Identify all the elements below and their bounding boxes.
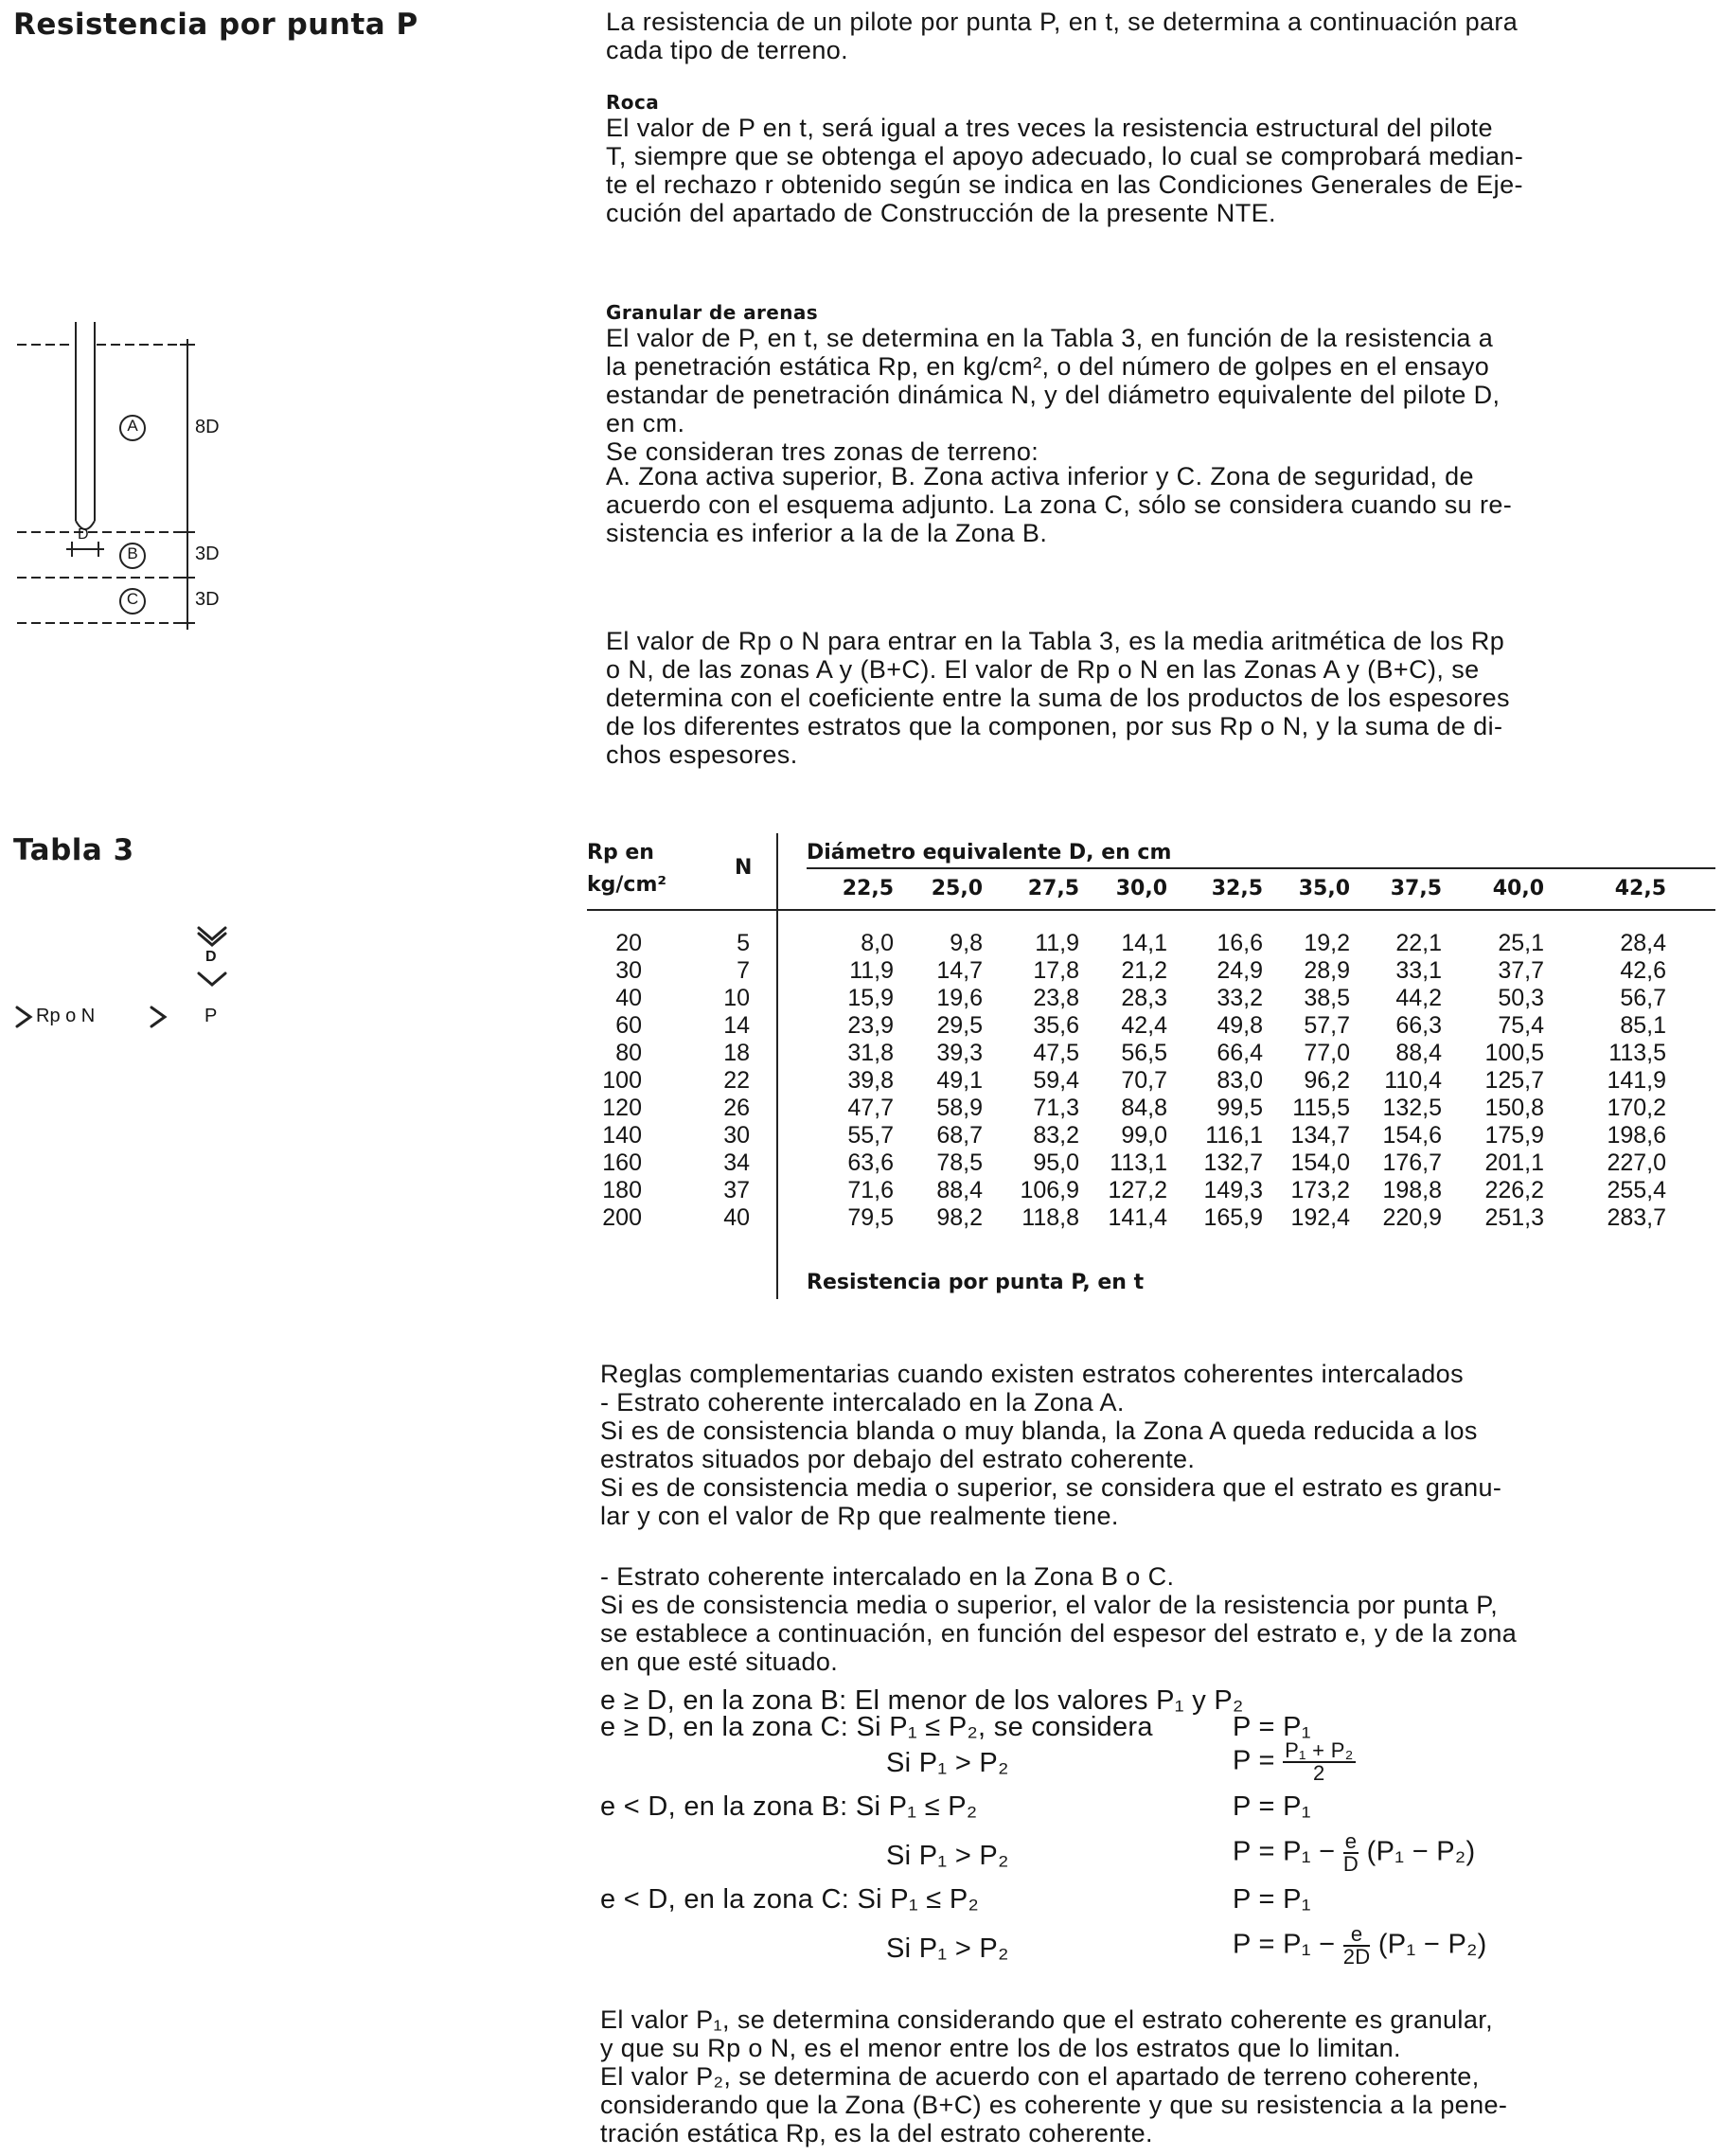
rp-cell: 40 xyxy=(615,985,642,1011)
diameter-col-header: 35,0 xyxy=(1298,877,1350,900)
p-value-cell: 226,2 xyxy=(1484,1177,1544,1203)
diameter-col-header: 42,5 xyxy=(1614,877,1666,900)
mean-line: determina con el coeficiente entre la suma de los productos de los espesores xyxy=(606,684,1510,712)
p-value-cell: 66,4 xyxy=(1217,1040,1263,1066)
n-cell: 7 xyxy=(737,957,750,984)
intro-line: La resistencia de un pilote por punta P, en t, se determina a continuación para xyxy=(606,8,1519,36)
formula-line-4-condition: e < D, en la zona B: Si P₁ ≤ P₂ xyxy=(600,1791,978,1822)
p-value-cell: 57,7 xyxy=(1304,1012,1350,1039)
roca-line: T, siempre que se obtenga el apoyo adecuado, lo cual se comprobará median- xyxy=(606,142,1524,170)
formula-line-5-condition: Si P₁ > P₂ xyxy=(886,1841,1009,1871)
p-value-cell: 134,7 xyxy=(1290,1122,1350,1149)
p-value-cell: 149,3 xyxy=(1203,1177,1263,1203)
p-value-cell: 84,8 xyxy=(1121,1095,1167,1121)
table-key-diagram xyxy=(11,920,239,1043)
rp-cell: 200 xyxy=(602,1204,642,1231)
p-value-cell: 165,9 xyxy=(1203,1204,1263,1231)
p-value-cell: 227,0 xyxy=(1607,1149,1666,1176)
p-value-cell: 33,2 xyxy=(1217,985,1263,1011)
reglas-bc-line: se establece a continuación, en función del espesor del estrato e, y de la zona xyxy=(600,1619,1518,1648)
p-value-cell: 44,2 xyxy=(1395,985,1442,1011)
p-value-cell: 125,7 xyxy=(1484,1067,1544,1094)
reglas-a-line: Si es de consistencia blanda o muy blanda, la Zona A queda reducida a los xyxy=(600,1417,1478,1445)
tabla-3 xyxy=(587,833,1714,1307)
key-input-label: Rp o N xyxy=(36,1006,96,1026)
p-value-cell: 99,5 xyxy=(1217,1095,1263,1121)
zone-b-label: B xyxy=(127,544,138,562)
p-value-cell: 141,4 xyxy=(1108,1204,1167,1231)
formula-line-5-result xyxy=(1233,1831,1475,1875)
reglas-bc-title: - Estrato coherente intercalado en la Zona B o C. xyxy=(600,1562,1175,1591)
closing-line: El valor P₂, se determina de acuerdo con el apartado de terreno coherente, xyxy=(600,2062,1480,2091)
p-value-cell: 58,9 xyxy=(936,1095,983,1121)
p-value-cell: 88,4 xyxy=(1395,1040,1442,1066)
roca-line: te el rechazo r obtenido según se indica en las Condiciones Generales de Eje- xyxy=(606,170,1523,199)
closing-line: tración estática Rp, es la del estrato coherente. xyxy=(600,2119,1153,2147)
formula-line-5-denominator: D xyxy=(1342,1852,1359,1876)
roca-line: cución del apartado de Construcción de la presente NTE. xyxy=(606,199,1276,227)
p-value-cell: 14,7 xyxy=(936,957,983,984)
p-value-cell: 113,1 xyxy=(1110,1149,1167,1176)
section-reglas-bc xyxy=(600,1562,1698,1676)
p-value-cell: 132,5 xyxy=(1382,1095,1442,1121)
p-value-cell: 28,3 xyxy=(1121,985,1167,1011)
p-value-cell: 25,1 xyxy=(1498,930,1544,956)
p-value-cell: 150,8 xyxy=(1484,1095,1544,1121)
rp-cell: 120 xyxy=(602,1095,642,1121)
granular-mean-text xyxy=(606,627,1704,769)
p-value-cell: 24,9 xyxy=(1217,957,1263,984)
p-value-cell: 56,5 xyxy=(1121,1040,1167,1066)
p-value-cell: 198,8 xyxy=(1382,1177,1442,1203)
p-value-cell: 66,3 xyxy=(1395,1012,1442,1039)
diameter-col-header: 22,5 xyxy=(842,877,894,900)
intro-line: cada tipo de terreno. xyxy=(606,36,849,64)
roca-title: Roca xyxy=(606,91,660,114)
pile-tip-label: D xyxy=(78,526,89,543)
section-roca xyxy=(606,91,1704,227)
p-value-cell: 141,9 xyxy=(1607,1067,1666,1094)
reglas-bc-line: en que esté situado. xyxy=(600,1648,839,1676)
mean-line: chos espesores. xyxy=(606,740,798,769)
formula-line-3-lhs: P = xyxy=(1233,1745,1275,1776)
p-value-cell: 22,1 xyxy=(1395,930,1442,956)
table-footer: Resistencia por punta P, en t xyxy=(807,1271,1145,1294)
p-value-cell: 98,2 xyxy=(936,1204,983,1231)
rp-cell: 100 xyxy=(602,1067,642,1094)
p-value-cell: 115,5 xyxy=(1292,1095,1350,1121)
p-value-cell: 19,6 xyxy=(936,985,983,1011)
formula-line-7-numerator: e xyxy=(1343,1924,1371,1947)
p-value-cell: 110,4 xyxy=(1384,1067,1442,1094)
dim-3d-c-label: 3D xyxy=(195,589,220,610)
p-value-cell: 198,6 xyxy=(1607,1122,1666,1149)
p-value-cell: 83,0 xyxy=(1217,1067,1263,1094)
p-value-cell: 47,7 xyxy=(847,1095,894,1121)
n-cell: 22 xyxy=(723,1067,750,1094)
granular-line: la penetración estática Rp, en kg/cm², o del número de golpes en el ensayo xyxy=(606,352,1490,381)
reglas-title: Reglas complementarias cuando existen estratos coherentes intercalados xyxy=(600,1360,1464,1388)
p-value-cell: 154,6 xyxy=(1382,1122,1442,1149)
p-value-cell: 77,0 xyxy=(1304,1040,1350,1066)
p-value-cell: 106,9 xyxy=(1020,1177,1079,1203)
p-value-cell: 37,7 xyxy=(1498,957,1544,984)
p-value-cell: 21,2 xyxy=(1121,957,1167,984)
n-cell: 14 xyxy=(723,1012,750,1039)
p-value-cell: 83,2 xyxy=(1033,1122,1079,1149)
p-value-cell: 283,7 xyxy=(1607,1204,1666,1231)
p-value-cell: 16,6 xyxy=(1217,930,1263,956)
reglas-bc-line: Si es de consistencia media o superior, el valor de la resistencia por punta P, xyxy=(600,1591,1499,1619)
p-value-cell: 8,0 xyxy=(861,930,894,956)
rp-cell: 30 xyxy=(615,957,642,984)
formula-line-3-fraction xyxy=(1283,1740,1355,1784)
formula-line-6-condition: e < D, en la zona C: Si P₁ ≤ P₂ xyxy=(600,1884,980,1915)
diameter-col-header: 40,0 xyxy=(1492,877,1544,900)
zone-c-label: C xyxy=(126,590,139,608)
p-value-cell: 23,8 xyxy=(1033,985,1079,1011)
n-cell: 18 xyxy=(723,1040,750,1066)
p-value-cell: 220,9 xyxy=(1382,1204,1442,1231)
p-value-cell: 23,9 xyxy=(847,1012,894,1039)
dim-8d-label: 8D xyxy=(195,417,220,437)
p-value-cell: 100,5 xyxy=(1484,1040,1544,1066)
formula-line-6-result: P = P₁ xyxy=(1233,1884,1311,1915)
formula-line-3-result xyxy=(1233,1740,1356,1784)
p-value-cell: 19,2 xyxy=(1304,930,1350,956)
reglas-a-line: Si es de consistencia media o superior, se considera que el estrato es granu- xyxy=(600,1473,1502,1502)
p-value-cell: 99,0 xyxy=(1121,1122,1167,1149)
p-value-cell: 85,1 xyxy=(1620,1012,1666,1039)
diameter-col-header: 30,0 xyxy=(1115,877,1167,900)
formula-line-1: e ≥ D, en la zona B: El menor de los valores P₁ y P₂ xyxy=(600,1685,1244,1716)
rp-cell: 80 xyxy=(615,1040,642,1066)
n-cell: 10 xyxy=(723,985,750,1011)
p-value-cell: 154,0 xyxy=(1290,1149,1350,1176)
reglas-a-line: lar y con el valor de Rp que realmente tiene. xyxy=(600,1502,1119,1530)
zone-a-label: A xyxy=(127,417,138,435)
closing-line: y que su Rp o N, es el menor entre los de los estratos que lo limitan. xyxy=(600,2034,1401,2062)
granular-zones-text xyxy=(606,462,1704,547)
granular-line: El valor de P, en t, se determina en la Tabla 3, en función de la resistencia a xyxy=(606,324,1494,352)
formula-line-5-lhs: P = P₁ − xyxy=(1233,1836,1336,1867)
p-value-cell: 170,2 xyxy=(1607,1095,1666,1121)
n-cell: 5 xyxy=(737,930,750,956)
p-value-cell: 56,7 xyxy=(1620,985,1666,1011)
formula-line-2-condition: e ≥ D, en la zona C: Si P₁ ≤ P₂, se considera xyxy=(600,1712,1153,1742)
p-value-cell: 132,7 xyxy=(1203,1149,1263,1176)
granular-line: Se consideran tres zonas de terreno: xyxy=(606,437,1039,466)
rp-cell: 20 xyxy=(615,930,642,956)
p-value-cell: 50,3 xyxy=(1498,985,1544,1011)
formula-line-3-condition: Si P₁ > P₂ xyxy=(886,1748,1009,1778)
p-value-cell: 127,2 xyxy=(1108,1177,1167,1203)
p-value-cell: 71,3 xyxy=(1033,1095,1079,1121)
rp-cell: 160 xyxy=(602,1149,642,1176)
rp-cell: 180 xyxy=(602,1177,642,1203)
reglas-a-title: - Estrato coherente intercalado en la Zona A. xyxy=(600,1388,1125,1417)
p-value-cell: 55,7 xyxy=(847,1122,894,1149)
formula-line-5-numerator: e xyxy=(1344,1829,1358,1853)
diameter-col-header: 37,5 xyxy=(1390,877,1442,900)
zones-line: sistencia es inferior a la de la Zona B. xyxy=(606,519,1048,547)
p-value-cell: 192,4 xyxy=(1290,1204,1350,1231)
section-reglas xyxy=(600,1360,1698,1530)
p-value-cell: 11,9 xyxy=(1035,930,1079,956)
rp-header: Rp en xyxy=(587,841,654,864)
p-value-cell: 63,6 xyxy=(847,1149,894,1176)
p-value-cell: 175,9 xyxy=(1484,1122,1544,1149)
n-cell: 26 xyxy=(723,1095,750,1121)
p-value-cell: 201,1 xyxy=(1484,1149,1544,1176)
p-value-cell: 39,3 xyxy=(936,1040,983,1066)
formula-line-7-lhs: P = P₁ − xyxy=(1233,1929,1336,1960)
mean-line: El valor de Rp o N para entrar en la Tabla 3, es la media aritmética de los Rp xyxy=(606,627,1505,655)
formula-line-3-denominator: 2 xyxy=(1313,1761,1325,1785)
formula-line-3-numerator: P₁ + P₂ xyxy=(1285,1738,1354,1762)
diameter-col-header: 32,5 xyxy=(1211,877,1263,900)
p-value-cell: 33,1 xyxy=(1395,957,1442,984)
p-value-cell: 113,5 xyxy=(1608,1040,1666,1066)
p-value-cell: 35,6 xyxy=(1033,1012,1079,1039)
formula-line-7-rhs: (P₁ − P₂) xyxy=(1377,1929,1487,1960)
zones-diagram-lines xyxy=(17,322,235,634)
p-value-cell: 11,9 xyxy=(849,957,894,984)
p-value-cell: 173,2 xyxy=(1290,1177,1350,1203)
rp-cell: 60 xyxy=(615,1012,642,1039)
p-value-cell: 47,5 xyxy=(1033,1040,1079,1066)
n-cell: 34 xyxy=(723,1149,750,1176)
formula-line-5-rhs: (P₁ − P₂) xyxy=(1366,1836,1476,1867)
p-value-cell: 59,4 xyxy=(1033,1067,1079,1094)
p-value-cell: 28,4 xyxy=(1620,930,1666,956)
mean-line: o N, de las zonas A y (B+C). El valor de Rp o N en las Zonas A y (B+C), se xyxy=(606,655,1480,684)
n-header: N xyxy=(735,856,753,880)
closing-text xyxy=(600,2005,1698,2147)
diameter-col-header: 25,0 xyxy=(931,877,983,900)
p-value-cell: 78,5 xyxy=(936,1149,983,1176)
p-value-cell: 88,4 xyxy=(936,1177,983,1203)
formula-line-7-condition: Si P₁ > P₂ xyxy=(886,1933,1009,1964)
p-value-cell: 176,7 xyxy=(1382,1149,1442,1176)
p-value-cell: 118,8 xyxy=(1021,1204,1079,1231)
granular-line: en cm. xyxy=(606,409,685,437)
heading-tabla-3: Tabla 3 xyxy=(13,833,134,867)
p-value-cell: 28,9 xyxy=(1304,957,1350,984)
n-cell: 37 xyxy=(723,1177,750,1203)
p-value-cell: 116,1 xyxy=(1205,1122,1263,1149)
granular-line: estandar de penetración dinámica N, y del diámetro equivalente del pilote D, xyxy=(606,381,1501,409)
p-value-cell: 49,1 xyxy=(936,1067,983,1094)
p-value-cell: 39,8 xyxy=(847,1067,894,1094)
p-value-cell: 31,8 xyxy=(847,1040,894,1066)
intro-text xyxy=(606,8,1704,64)
p-value-cell: 95,0 xyxy=(1033,1149,1079,1176)
closing-line: El valor P₁, se determina considerando que el estrato coherente es granular, xyxy=(600,2005,1494,2034)
p-value-cell: 68,7 xyxy=(936,1122,983,1149)
p-value-cell: 42,4 xyxy=(1121,1012,1167,1039)
formula-line-2-result: P = P₁ xyxy=(1233,1712,1311,1742)
roca-line: El valor de P en t, será igual a tres veces la resistencia estructural del pilote xyxy=(606,114,1493,142)
diameter-header: Diámetro equivalente D, en cm xyxy=(807,841,1172,864)
section-granular xyxy=(606,301,1704,466)
dim-3d-b-label: 3D xyxy=(195,543,220,564)
p-value-cell: 29,5 xyxy=(936,1012,983,1039)
reglas-a-line: estratos situados por debajo del estrato coherente. xyxy=(600,1445,1196,1473)
p-value-cell: 17,8 xyxy=(1033,957,1079,984)
p-value-cell: 14,1 xyxy=(1121,930,1167,956)
formula-line-7-denominator: 2D xyxy=(1342,1945,1371,1969)
p-value-cell: 255,4 xyxy=(1607,1177,1666,1203)
formulas-block xyxy=(600,1685,1698,2007)
heading-resistencia-punta: Resistencia por punta P xyxy=(13,8,418,42)
diameter-col-header: 27,5 xyxy=(1027,877,1079,900)
p-value-cell: 75,4 xyxy=(1498,1012,1544,1039)
zones-diagram xyxy=(17,322,235,634)
p-value-cell: 38,5 xyxy=(1304,985,1350,1011)
p-value-cell: 15,9 xyxy=(847,985,894,1011)
p-value-cell: 49,8 xyxy=(1217,1012,1263,1039)
zones-line: acuerdo con el esquema adjunto. La zona C, sólo se considera cuando su re- xyxy=(606,490,1513,519)
n-cell: 40 xyxy=(723,1204,750,1231)
p-value-cell: 251,3 xyxy=(1484,1204,1544,1231)
p-value-cell: 71,6 xyxy=(847,1177,894,1203)
p-value-cell: 70,7 xyxy=(1121,1067,1167,1094)
key-output-label: P xyxy=(204,1006,218,1026)
formula-line-7-result xyxy=(1233,1924,1487,1968)
zones-line: A. Zona activa superior, B. Zona activa inferior y C. Zona de seguridad, de xyxy=(606,462,1474,490)
p-value-cell: 79,5 xyxy=(847,1204,894,1231)
table-cells xyxy=(587,833,1714,1307)
p-value-cell: 42,6 xyxy=(1620,957,1666,984)
p-value-cell: 96,2 xyxy=(1304,1067,1350,1094)
p-value-cell: 9,8 xyxy=(950,930,983,956)
rp-cell: 140 xyxy=(602,1122,642,1149)
rp-units-header: kg/cm² xyxy=(587,873,667,897)
n-cell: 30 xyxy=(723,1122,750,1149)
key-d-label: D xyxy=(205,949,217,965)
mean-line: de los diferentes estratos que la componen, por sus Rp o N, y la suma de di- xyxy=(606,712,1503,740)
formula-line-7-fraction xyxy=(1343,1924,1371,1968)
formula-line-5-fraction xyxy=(1343,1831,1359,1875)
closing-line: considerando que la Zona (B+C) es coherente y que su resistencia a la pene- xyxy=(600,2091,1508,2119)
formula-line-4-result: P = P₁ xyxy=(1233,1791,1311,1822)
granular-title: Granular de arenas xyxy=(606,301,819,324)
